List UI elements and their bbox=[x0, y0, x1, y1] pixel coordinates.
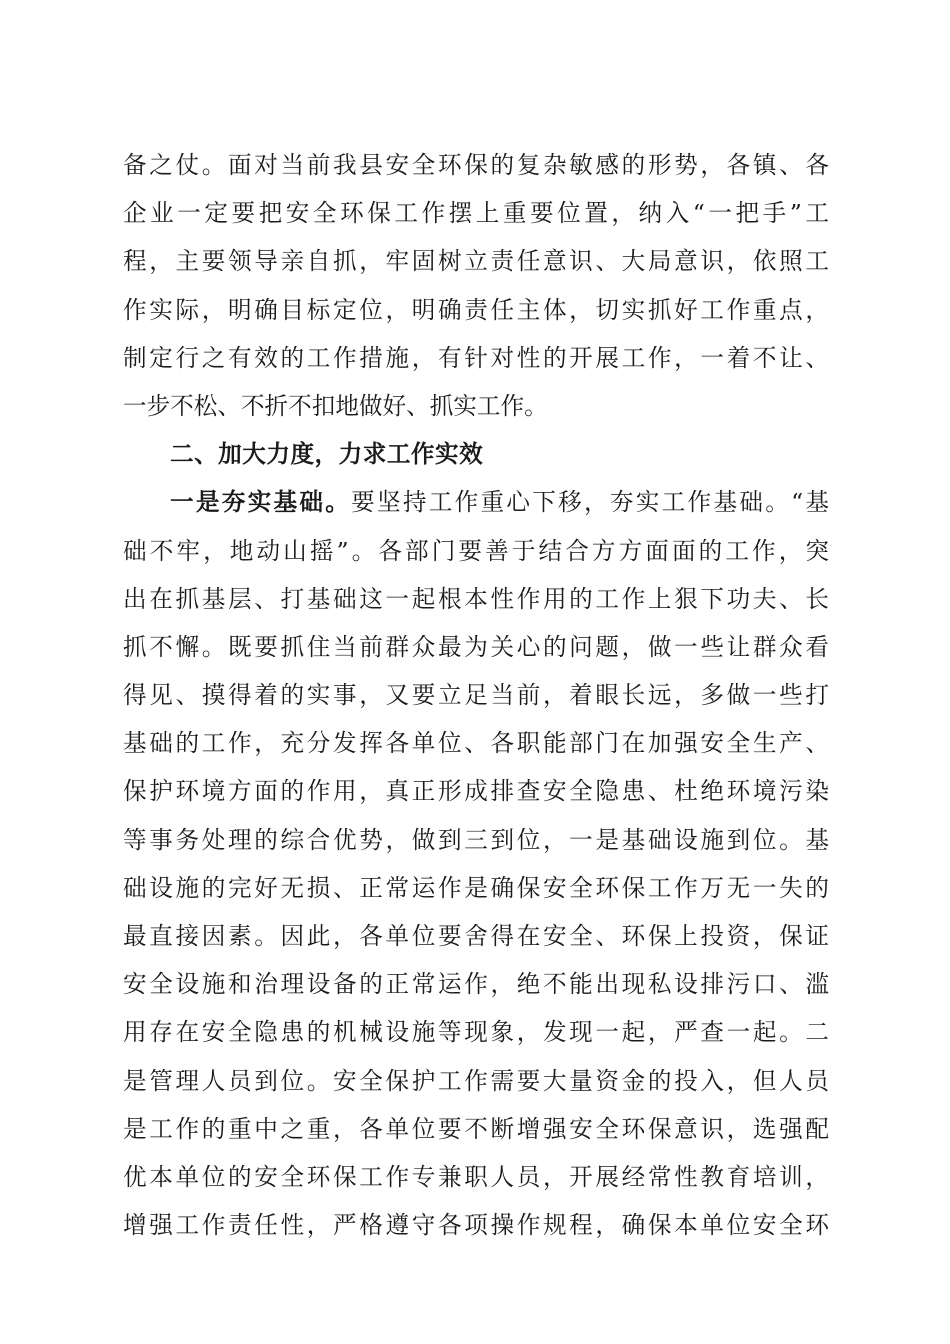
text-line: 优本单位的安全环保工作专兼职人员，开展经常性教育培训， bbox=[123, 1162, 829, 1191]
text-line: 是管理人员到位。安全保护工作需要大量资金的投入，但人员 bbox=[123, 1066, 829, 1095]
paragraph-lead: 一是夯实基础。 bbox=[170, 488, 352, 517]
text-line: 础设施的完好无损、正常运作是确保安全环保工作万无一失的 bbox=[123, 873, 829, 902]
document-body bbox=[123, 141, 829, 1249]
text-line-first bbox=[123, 478, 829, 526]
text-line: 是工作的重中之重，各单位要不断增强安全环保意识，选强配 bbox=[123, 1114, 829, 1143]
text-line: 作实际，明确目标定位，明确责任主体，切实抓好工作重点， bbox=[123, 295, 829, 324]
text-line: 制定行之有效的工作措施，有针对性的开展工作，一着不让、 bbox=[123, 343, 829, 372]
paragraph-lead-rest: 要坚持工作重心下移，夯实工作基础。“基 bbox=[351, 488, 830, 517]
text-line: 程，主要领导亲自抓，牢固树立责任意识、大局意识，依照工 bbox=[123, 247, 829, 276]
text-line: 础不牢，地动山摇”。各部门要善于结合方方面面的工作，突 bbox=[123, 536, 829, 565]
text-line: 等事务处理的综合优势，做到三到位，一是基础设施到位。基 bbox=[123, 825, 829, 854]
text-line: 安全设施和治理设备的正常运作，绝不能出现私设排污口、滥 bbox=[123, 970, 829, 999]
text-line: 一步不松、不折不扣地做好、抓实工作。 bbox=[123, 391, 548, 420]
paragraph-continued bbox=[123, 141, 829, 430]
text-line: 得见、摸得着的实事，又要立足当前，着眼长远，多做一些打 bbox=[123, 681, 829, 710]
text-line: 保护环境方面的作用，真正形成排查安全隐患、杜绝环境污染 bbox=[123, 777, 829, 806]
text-line: 抓不懈。既要抓住当前群众最为关心的问题，做一些让群众看 bbox=[123, 632, 829, 661]
text-line: 企业一定要把安全环保工作摆上重要位置，纳入“一把手”工 bbox=[123, 199, 829, 228]
text-line: 用存在安全隐患的机械设施等现象，发现一起，严查一起。二 bbox=[123, 1018, 829, 1047]
section-heading: 二、加大力度，力求工作实效 bbox=[170, 440, 484, 469]
paragraph-foundation bbox=[123, 478, 829, 1249]
text-line: 出在抓基层、打基础这一起根本性作用的工作上狠下功夫、长 bbox=[123, 584, 829, 613]
text-line: 最直接因素。因此，各单位要舍得在安全、环保上投资，保证 bbox=[123, 922, 829, 950]
text-line: 备之仗。面对当前我县安全环保的复杂敏感的形势，各镇、各 bbox=[123, 151, 829, 179]
text-line: 增强工作责任性，严格遵守各项操作规程，确保本单位安全环 bbox=[123, 1211, 829, 1240]
text-line: 基础的工作，充分发挥各单位、各职能部门在加强安全生产、 bbox=[123, 729, 829, 758]
